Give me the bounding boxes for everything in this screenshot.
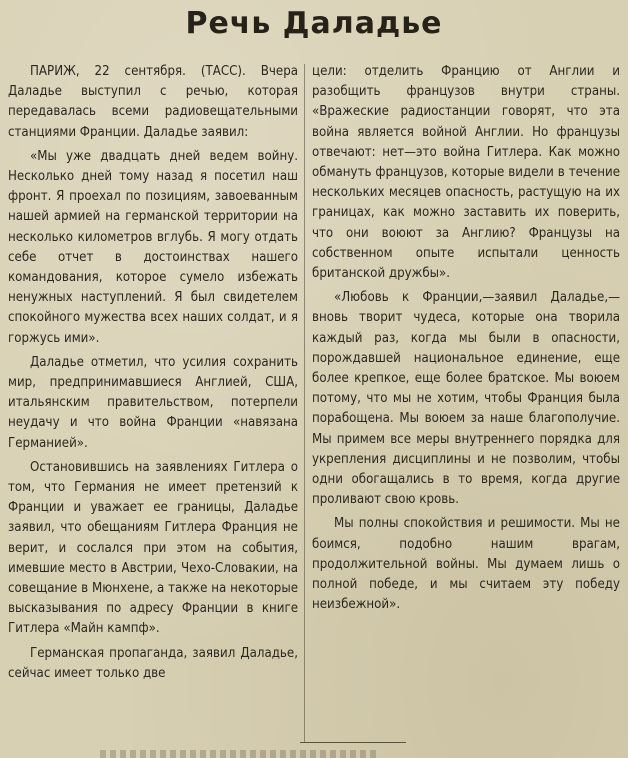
paragraph-dateline: ПАРИЖ, 22 сентября. (ТАСС). Вчера Даладье выступил с речью, которая передавалась всеми радиовещательными станциями Франции. Даладье заявил: xyxy=(8,64,298,140)
paragraph: Германская пропаганда, заявил Даладье, сейчас имеет только две xyxy=(8,645,298,681)
right-column xyxy=(312,62,620,752)
paragraph: Мы полны спокойствия и решимости. Мы не боимся, подобно нашим врагам, продолжительной войны. Мы думаем лишь о полной победе, и мы считаем эту победу неизбежной». xyxy=(312,516,620,613)
paragraph: Остановившись на заявлениях Гитлера о том, что Германия не имеет претензий к Франции и уважает ее границы, Даладье заявил, что обещаниям Гитлера Франция не верит, и сослался при этом на события, имевшие место в Австрии, Чехо-Словакии, на совещание в Мюнхене, а также на некоторые высказывания по адресу Франции в книге Гитлера «Майн кампф». xyxy=(8,459,298,637)
left-column xyxy=(8,62,298,752)
paragraph: «Любовь к Франции,—заявил Даладье,—вновь творит чудеса, которые она творила каждый раз, когда мы были в опасности, порождавшей национальное единение, еще более крепкое, еще более братское. Мы воюем потому, что мы не хотим, чтобы Франция была порабощена. Мы воюем за наше благополучие. Мы примем все меры внутреннего порядка для укрепления дисциплины и не позволим, чтобы одни обогащались в то время, когда другие проливают свою кровь. xyxy=(312,290,620,508)
end-rule xyxy=(300,742,406,743)
article-headline: Речь Даладье xyxy=(185,6,443,41)
paragraph-continued: цели: отделить Францию от Англии и разобщить французов внутри страны. «Вражеские радиостанции говорят, что эта война является войной Англии. Но французы отвечают: нет—это война Гитлера. Как можно обмануть французов, которые видели в течение нескольких месяцев опасность, растущую на их границах, как можно заставить их поверить, что они воюют за Англию? Французы на собственном опыте испытали ценность британской дружбы». xyxy=(312,64,620,282)
cropped-next-article-fragment xyxy=(100,750,380,758)
paragraph: «Мы уже двадцать дней ведем войну. Несколько дней тому назад я посетил наш фронт. Я проехал по позициям, завоеванным нашей армией на германской территории на несколько километров вглубь. Я могу отдать себе отчет в достоинствах нашего командования, которое сумело избежать ненужных наступлений. Я был свидетелем спокойного мужества всех наших солдат, и я горжусь ими». xyxy=(8,148,298,346)
paragraph: Даладье отметил, что усилия сохранить мир, предпринимавшиеся Англией, США, итальянским правительством, потерпели неудачу и что война Франции «навязана Германией». xyxy=(8,354,298,451)
column-divider xyxy=(304,64,305,742)
